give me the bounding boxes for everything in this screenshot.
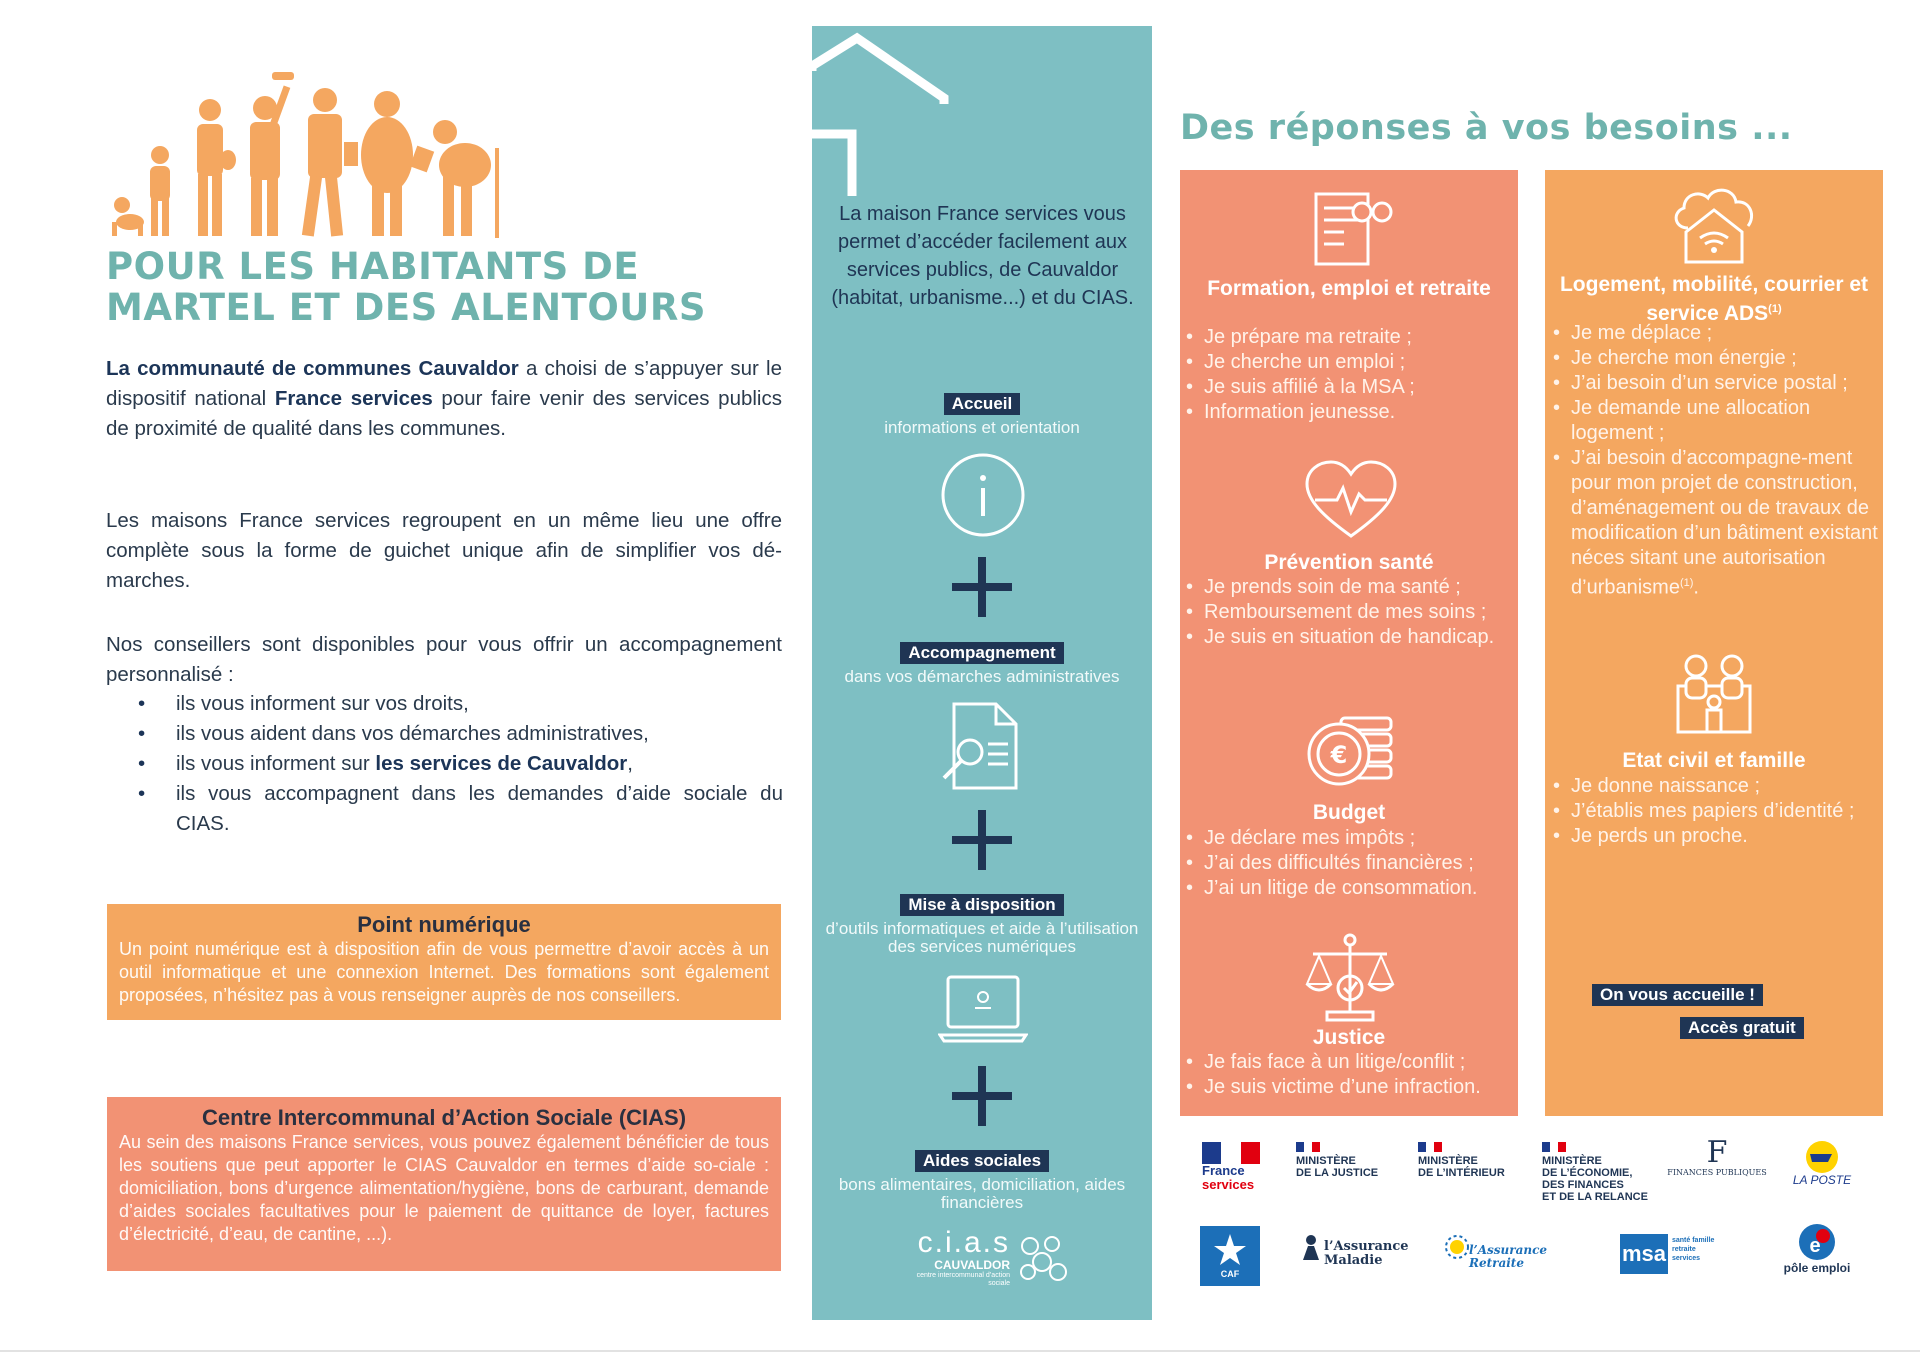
economie-line1: MINISTÈRE bbox=[1542, 1155, 1602, 1167]
justice-line1: MINISTÈRE bbox=[1296, 1155, 1356, 1167]
acces-gratuit-tag: Accès gratuit bbox=[1680, 1017, 1804, 1039]
intro-text-1: a choisi de s’appuyer sur le dispositif national bbox=[106, 357, 782, 410]
cias-logo-text: c.i.a.s bbox=[917, 1226, 1010, 1259]
sun-icon bbox=[1443, 1234, 1471, 1260]
main-title bbox=[106, 246, 726, 328]
mise-a-disposition-badge bbox=[812, 894, 1152, 956]
intro-text-2: pour faire venir des services publics de proximité de qualité dans les communes. bbox=[106, 387, 782, 440]
right-title: Des réponses à vos besoins ... bbox=[1180, 108, 1793, 148]
formation-list bbox=[1186, 325, 1516, 425]
formation-title: Formation, emploi et retraite bbox=[1207, 277, 1491, 300]
list-item: • Remboursement de mes soins ; bbox=[1186, 600, 1516, 625]
footer-divider bbox=[0, 1350, 1920, 1352]
caf-star-icon bbox=[1212, 1232, 1248, 1266]
point-numerique-body: Un point numérique est à disposition afin de vous permettre d’avoir accès à un outil informatique et une connexion Internet. Des formations sont également proposées, n’hésitez pas à vous renseigner auprès de nos conseillers. bbox=[119, 939, 769, 1005]
cauvaldor-bold: La communauté de communes Cauvaldor bbox=[106, 357, 519, 380]
plus-icon bbox=[952, 810, 1012, 870]
list-item: • Je perds un proche. bbox=[1553, 824, 1883, 849]
prevention-sante-title: Prévention santé bbox=[1264, 551, 1434, 574]
economie-line3: DES FINANCES bbox=[1542, 1179, 1624, 1191]
list-item: • Je suis affilié à la MSA ; bbox=[1186, 375, 1516, 400]
main-title-line2: MARTEL ET DES ALENTOURS bbox=[106, 286, 706, 329]
ministere-economie-logo bbox=[1542, 1142, 1662, 1203]
accueil-badge bbox=[812, 393, 1152, 437]
accueil-sub: informations et orientation bbox=[884, 418, 1080, 437]
list-item-text: J’ai besoin d’accompagne-ment pour mon projet de construction, d’aménagement ou de travaux de modification d’un bâtiment existant néces sitant une autorisation d’urbanisme bbox=[1571, 447, 1878, 599]
accompagnement-badge bbox=[812, 642, 1152, 686]
la-poste-text: LA POSTE bbox=[1792, 1173, 1852, 1187]
etat-civil-title: Etat civil et famille bbox=[1622, 749, 1806, 772]
budget-title: Budget bbox=[1312, 801, 1386, 824]
main-title-line1: POUR LES HABITANTS DE bbox=[106, 245, 640, 288]
list-item-end: , bbox=[627, 752, 633, 775]
list-item: • J’ai besoin d’un service postal ; bbox=[1553, 371, 1883, 396]
interieur-line1: MINISTÈRE bbox=[1418, 1155, 1478, 1167]
finances-f-icon: F bbox=[1706, 1135, 1728, 1170]
pole-emploi-logo bbox=[1772, 1222, 1862, 1274]
pole-emploi-icon bbox=[1797, 1222, 1837, 1262]
cias-logo-sub: CAUVALDOR bbox=[934, 1258, 1010, 1272]
ministere-justice-logo bbox=[1296, 1142, 1396, 1179]
list-item: • Information jeunesse. bbox=[1186, 400, 1516, 425]
list-item-sup: (1) bbox=[1679, 577, 1694, 589]
laptop-icon bbox=[938, 975, 1028, 1045]
house-icon bbox=[812, 26, 957, 206]
aides-sociales-tag: Aides sociales bbox=[915, 1150, 1049, 1172]
svg-text:€: € bbox=[1330, 741, 1348, 769]
heart-pulse-icon bbox=[1303, 460, 1399, 540]
list-item: • Je déclare mes impôts ; bbox=[1186, 826, 1516, 851]
assurance-maladie-text2: Maladie bbox=[1324, 1253, 1383, 1268]
document-glasses-icon bbox=[1310, 190, 1394, 272]
list-item: • Je prends soin de ma santé ; bbox=[1186, 575, 1516, 600]
flag-icon bbox=[1418, 1142, 1442, 1152]
list-item: • Je cherche un emploi ; bbox=[1186, 350, 1516, 375]
list-item: • Je demande une allocation logement ; bbox=[1553, 396, 1883, 446]
flag-icon bbox=[1296, 1142, 1320, 1152]
cias-box bbox=[107, 1097, 781, 1271]
list-item: • Je cherche mon énergie ; bbox=[1553, 346, 1883, 371]
cias-logo-small: centre intercommunal d’action sociale bbox=[916, 1272, 1010, 1287]
republique-flag-icon bbox=[1202, 1142, 1260, 1164]
assurance-maladie-text1: l’Assurance bbox=[1324, 1239, 1409, 1254]
list-item: • Je suis victime d’une infraction. bbox=[1186, 1075, 1516, 1100]
prevention-sante-list bbox=[1186, 575, 1516, 650]
list-item bbox=[1553, 446, 1883, 601]
msa-sub: santé famille retraite services bbox=[1672, 1237, 1715, 1262]
france-services-text2: services bbox=[1202, 1177, 1255, 1192]
maisons-paragraph: Les maisons France services regroupent en un même lieu une offre complète sous la forme de guichet unique afin de simplifier vos dé-marches. bbox=[106, 509, 782, 592]
la-poste-logo bbox=[1782, 1140, 1862, 1186]
france-services-bold: France services bbox=[274, 387, 433, 410]
mise-a-disposition-tag: Mise à disposition bbox=[900, 894, 1063, 916]
justice-line2: DE LA JUSTICE bbox=[1296, 1167, 1379, 1179]
list-item: • J’établis mes papiers d’identité ; bbox=[1553, 799, 1883, 824]
point-numerique-box bbox=[107, 904, 781, 1020]
document-search-icon bbox=[940, 702, 1020, 790]
family-icon bbox=[1674, 652, 1754, 734]
list-item: • J’ai un litige de consommation. bbox=[1186, 876, 1516, 901]
list-item-text: ils vous informent sur bbox=[176, 752, 376, 775]
list-item: • ils vous aident dans vos démarches administratives, bbox=[138, 719, 783, 749]
pole-emploi-text: pôle emploi bbox=[1783, 1261, 1851, 1275]
logement-list bbox=[1553, 321, 1883, 601]
list-item bbox=[138, 749, 783, 779]
accompagnement-sub: dans vos démarches administratives bbox=[844, 667, 1120, 686]
list-item: • ils vous accompagnent dans les demandes d’aide sociale du CIAS. bbox=[138, 779, 783, 839]
plus-icon bbox=[952, 557, 1012, 617]
logement-title-text: Logement, mobilité, courrier et service ADS bbox=[1559, 273, 1869, 325]
aides-sociales-badge bbox=[812, 1150, 1152, 1212]
list-item: • ils vous informent sur vos droits, bbox=[138, 689, 783, 719]
info-icon bbox=[938, 450, 1028, 540]
finances-text: FINANCES PUBLIQUES bbox=[1667, 1168, 1767, 1177]
list-item: • Je suis en situation de handicap. bbox=[1186, 625, 1516, 650]
la-poste-bird-icon bbox=[1802, 1140, 1842, 1174]
aides-sociales-sub: bons alimentaires, domiciliation, aides financières bbox=[838, 1175, 1126, 1212]
ministere-interieur-logo bbox=[1418, 1142, 1528, 1179]
cias-emblem-icon bbox=[1016, 1232, 1068, 1284]
euro-coins-icon bbox=[1305, 710, 1395, 790]
list-item: • Je donne naissance ; bbox=[1553, 774, 1883, 799]
svg-text:e: e bbox=[1809, 1235, 1821, 1257]
intro-paragraph bbox=[106, 354, 782, 444]
justice-title: Justice bbox=[1312, 1026, 1386, 1049]
assurance-retraite-text: l’Assurance Retraite bbox=[1469, 1243, 1548, 1270]
cias-body: Au sein des maisons France services, vous pouvez également bénéficier de tous les soutiens que peut apporter le CIAS Cauvaldor en termes d’aide so-ciale : domiciliation, bons d’urgence alimentation/hygiène, bons de carburant, demande d’aides sociales facultatives pour le paiement de quittance de loyer, factures d’électricité, d’eau, de cantine, ...). bbox=[119, 1132, 769, 1244]
accueille-tag: On vous accueille ! bbox=[1592, 984, 1763, 1006]
maison-description: La maison France services vous permet d’accéder facilement aux services publics, de Cauvaldor (habitat, urbanisme...) et du CIAS. bbox=[831, 203, 1134, 309]
list-item: • J’ai des difficultés financières ; bbox=[1186, 851, 1516, 876]
accompagnement-tag: Accompagnement bbox=[900, 642, 1063, 664]
list-item-end: . bbox=[1693, 576, 1699, 599]
etat-civil-list bbox=[1553, 774, 1883, 849]
cias-logo bbox=[900, 1228, 1070, 1288]
list-item: • Je me déplace ; bbox=[1553, 321, 1883, 346]
france-services-text1: France bbox=[1202, 1163, 1245, 1178]
budget-list bbox=[1186, 826, 1516, 901]
conseillers-list bbox=[138, 689, 783, 839]
conseillers-paragraph: Nos conseillers sont disponibles pour vous offrir un accompagnement personnalisé : bbox=[106, 633, 782, 686]
logement-title-sup: (1) bbox=[1768, 303, 1782, 315]
accueil-tag: Accueil bbox=[944, 393, 1020, 415]
msa-text: msa bbox=[1620, 1234, 1668, 1274]
mise-a-disposition-sub: d’outils informatiques et aide à l’utilisation des services numériques bbox=[825, 919, 1139, 956]
interieur-line2: DE L’INTÉRIEUR bbox=[1418, 1167, 1505, 1179]
assurance-maladie-icon bbox=[1300, 1234, 1322, 1260]
list-item: • Je prépare ma retraite ; bbox=[1186, 325, 1516, 350]
list-item-bold: les services de Cauvaldor bbox=[375, 752, 628, 775]
economie-line2: DE L’ÉCONOMIE, bbox=[1542, 1167, 1633, 1179]
plus-icon bbox=[952, 1066, 1012, 1126]
scales-icon bbox=[1305, 932, 1395, 1024]
house-wifi-icon bbox=[1668, 182, 1760, 266]
cias-title: Centre Intercommunal d’Action Sociale (CIAS) bbox=[201, 1105, 687, 1130]
list-item: • Je fais face à un litige/conflit ; bbox=[1186, 1050, 1516, 1075]
economie-line4: ET DE LA RELANCE bbox=[1542, 1191, 1648, 1203]
justice-list bbox=[1186, 1050, 1516, 1100]
caf-text: CAF bbox=[1220, 1269, 1240, 1279]
finances-publiques-logo bbox=[1662, 1135, 1772, 1178]
point-numerique-title: Point numérique bbox=[357, 912, 531, 937]
france-services-logo bbox=[1202, 1142, 1264, 1192]
human-evolution-illustration bbox=[100, 60, 520, 240]
caf-logo bbox=[1200, 1226, 1260, 1286]
logement-title bbox=[1550, 272, 1878, 326]
flag-icon bbox=[1542, 1142, 1566, 1152]
